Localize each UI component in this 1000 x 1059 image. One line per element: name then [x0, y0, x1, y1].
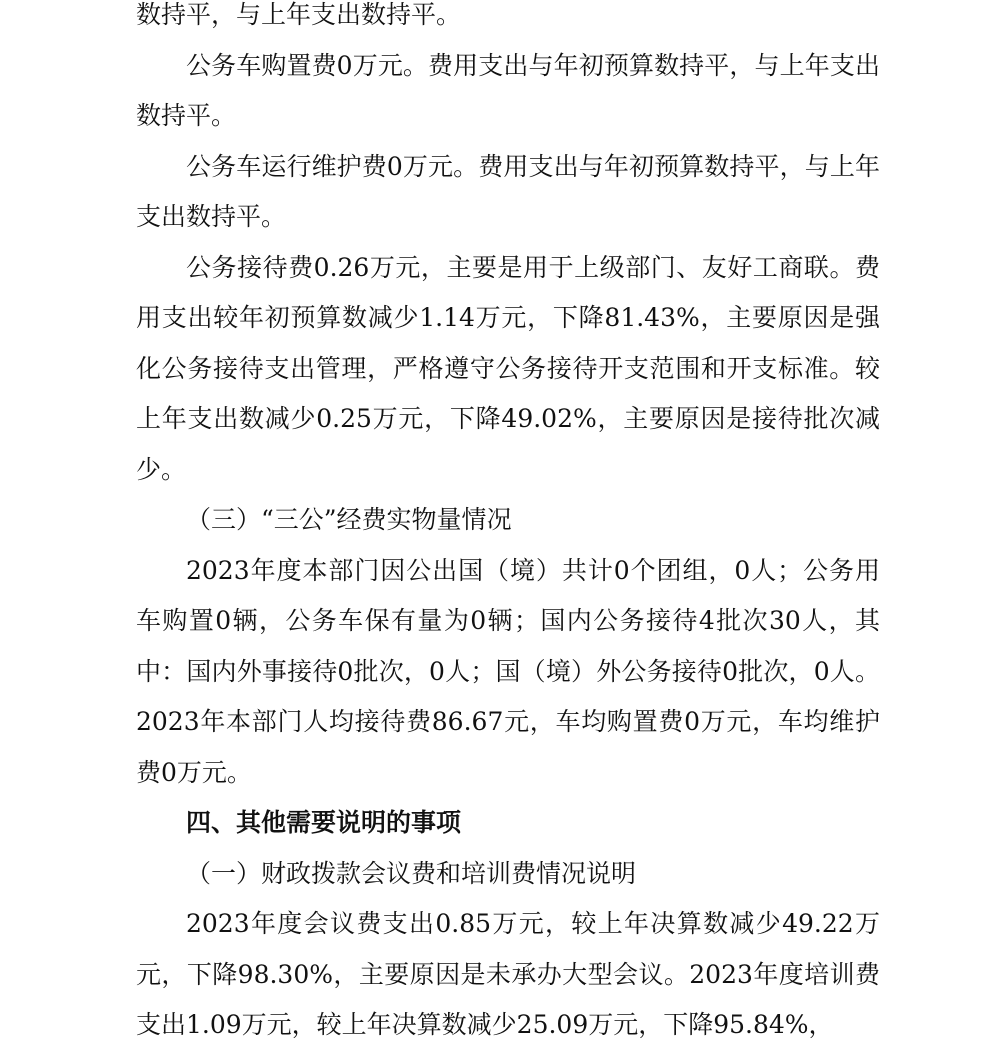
- paragraph-continuation: 数持平，与上年支出数持平。: [136, 0, 462, 29]
- paragraph-vehicle-purchase: 公务车购置费0万元。费用支出与年初预算数持平，与上年支出数持平。: [136, 50, 880, 130]
- paragraph-meeting-training: 2023年度会议费支出0.85万元，较上年决算数减少49.22万元，下降98.30%，主要原因是未承办大型会议。2023年度培训费支出1.09万元，较上年决算数减少25.09万元，下降95.84%，: [136, 909, 880, 1039]
- document-body: [136, 0, 880, 1051]
- paragraph-reception: 公务接待费0.26万元，主要是用于上级部门、友好工商联。费用支出较年初预算数减少1.14万元，下降81.43%，主要原因是强化公务接待支出管理，严格遵守公务接待开支范围和开支标准。较上年支出数减少0.25万元，下降49.02%，主要原因是接待批次减少。: [136, 252, 880, 484]
- paragraph-physical-quantity: 2023年度本部门因公出国（境）共计0个团组，0人；公务用车购置0辆，公务车保有量为0辆；国内公务接待4批次30人，其中：国内外事接待0批次，0人；国（境）外公务接待0批次，0人。2023年本部门人均接待费86.67元，车均购置费0万元，车均维护费0万元。: [136, 555, 880, 787]
- subheading-physical-quantity: （三）“三公”经费实物量情况: [186, 505, 512, 534]
- subheading-meeting-training: （一）财政拨款会议费和培训费情况说明: [186, 858, 637, 888]
- section-heading-other-matters: 四、其他需要说明的事项: [186, 808, 462, 837]
- paragraph-vehicle-maintenance: 公务车运行维护费0万元。费用支出与年初预算数持平，与上年支出数持平。: [136, 151, 880, 231]
